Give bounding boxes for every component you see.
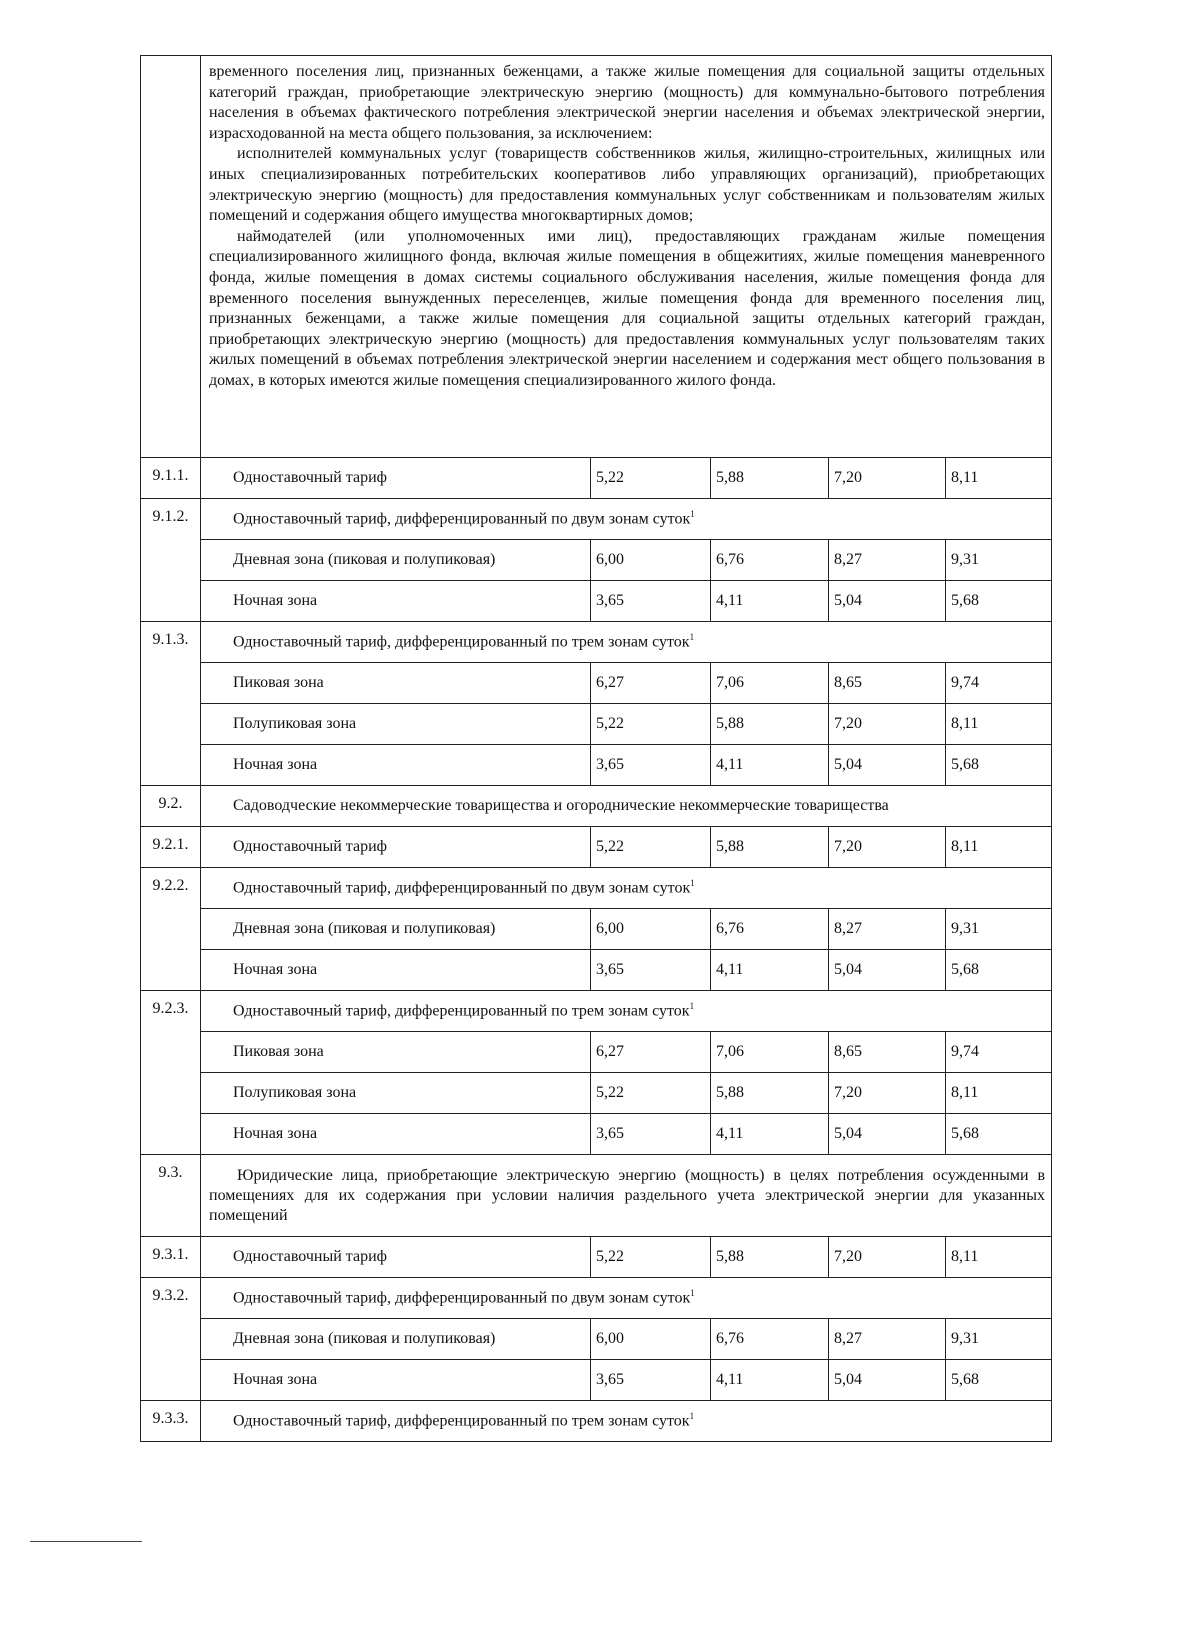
tariff-value: 4,11: [711, 1360, 829, 1401]
row-label: [201, 1319, 591, 1360]
footnote-marker: 1: [690, 509, 695, 520]
intro-row: [141, 56, 1052, 458]
tariff-value: 8,11: [946, 1237, 1052, 1278]
tariff-value: 5,68: [946, 1114, 1052, 1155]
row-label-text: Ночная зона: [233, 756, 318, 773]
tariff-value: 9,31: [946, 540, 1052, 581]
row-number: 9.2.2.: [141, 868, 201, 991]
table-row: [141, 458, 1052, 499]
row-number: 9.1.2.: [141, 499, 201, 622]
tariff-value: 5,88: [711, 704, 829, 745]
tariff-value: 9,74: [946, 1032, 1052, 1073]
row-label: [201, 1360, 591, 1401]
tariff-value: 5,04: [829, 1360, 946, 1401]
tariff-value: 6,76: [711, 1319, 829, 1360]
row-label-text: Одноставочный тариф: [233, 1248, 388, 1265]
row-label-text: Ночная зона: [233, 961, 318, 978]
row-label-text: Дневная зона (пиковая и полупиковая): [233, 920, 496, 937]
tariff-value: 5,68: [946, 581, 1052, 622]
footnote-marker: 1: [689, 1411, 695, 1422]
tariff-value: 5,88: [711, 1073, 829, 1114]
row-number: 9.2.1.: [141, 827, 201, 868]
row-label: [201, 1114, 591, 1155]
intro-number-cell: [141, 56, 201, 458]
tariff-value: 7,06: [711, 663, 829, 704]
row-label-text: Ночная зона: [233, 1371, 318, 1388]
tariff-value: 8,11: [946, 704, 1052, 745]
row-label-text: Одноставочный тариф, дифференцированный по трем зонам суток: [233, 1412, 690, 1430]
row-label-text: Одноставочный тариф, дифференцированный по трем зонам суток: [233, 1002, 690, 1020]
table-row: [141, 1237, 1052, 1278]
row-label-text: Ночная зона: [233, 1125, 318, 1142]
row-label: [201, 458, 591, 499]
row-label: [201, 827, 591, 868]
intro-text-cell: [201, 56, 1052, 458]
tariff-value: 5,68: [946, 1360, 1052, 1401]
row-label-text: Юридические лица, приобретающие электрическую энергию (мощность) в целях потребления осужденными в помещениях для их содержания при условии наличия раздельного учета электрической энергии для указанных помещений: [209, 1166, 1046, 1224]
row-number: 9.1.3.: [141, 622, 201, 786]
table-row: [141, 1401, 1052, 1442]
tariff-value: 7,20: [829, 1237, 946, 1278]
row-number: 9.3.2.: [141, 1278, 201, 1401]
footnote-marker: 1: [689, 1001, 695, 1012]
row-label: [201, 1032, 591, 1073]
tariff-value: 5,04: [829, 950, 946, 991]
tariff-value: 8,11: [946, 1073, 1052, 1114]
row-label-text: Одноставочный тариф: [233, 469, 388, 486]
table-row: [141, 622, 1052, 663]
tariff-value: 4,11: [711, 950, 829, 991]
row-label-text: Дневная зона (пиковая и полупиковая): [233, 551, 496, 568]
tariff-value: 5,88: [711, 827, 829, 868]
row-label: [201, 1278, 1052, 1319]
row-label: [201, 1073, 591, 1114]
tariff-value: 4,11: [711, 581, 829, 622]
row-label-text: Пиковая зона: [233, 674, 324, 691]
tariff-value: 9,31: [946, 1319, 1052, 1360]
tariff-value: 6,00: [591, 1319, 711, 1360]
table-row: [141, 704, 1052, 745]
intro-paragraph: исполнителей коммунальных услуг (товариществ собственников жилья, жилищно-строительных, жилищных или иных специализированных потребительских кооперативов либо управляющих организаций), приобретающих электрическую энергию (мощность) для предоставления коммунальных услуг собственникам и пользователям жилых помещений и содержания общего имущества многоквартирных домов;: [209, 145, 1046, 225]
row-label: [201, 745, 591, 786]
row-label: [201, 950, 591, 991]
tariff-value: 7,06: [711, 1032, 829, 1073]
tariff-value: 6,00: [591, 909, 711, 950]
tariff-value: 6,27: [591, 1032, 711, 1073]
table-row: [141, 1360, 1052, 1401]
table-row: [141, 581, 1052, 622]
footnote-separator: [30, 1541, 142, 1542]
row-label: [201, 991, 1052, 1032]
row-label: [201, 786, 1052, 827]
footnote-marker: 1: [689, 632, 695, 643]
tariff-value: 6,76: [711, 540, 829, 581]
tariff-value: 7,20: [829, 458, 946, 499]
tariff-value: 4,11: [711, 745, 829, 786]
tariff-value: 7,20: [829, 827, 946, 868]
tariff-value: 8,65: [829, 1032, 946, 1073]
row-number: 9.2.: [141, 786, 201, 827]
tariff-value: 6,76: [711, 909, 829, 950]
tariff-value: 6,27: [591, 663, 711, 704]
tariff-value: 4,11: [711, 1114, 829, 1155]
row-label-text: Одноставочный тариф, дифференцированный по трем зонам суток: [233, 633, 690, 651]
tariff-table: [140, 55, 1052, 1442]
row-label-text: Ночная зона: [233, 592, 318, 609]
tariff-value: 5,22: [591, 458, 711, 499]
tariff-value: 5,22: [591, 1073, 711, 1114]
row-label: [201, 581, 591, 622]
row-label-text: Одноставочный тариф, дифференцированный по двум зонам суток: [233, 879, 691, 897]
tariff-value: 3,65: [591, 1114, 711, 1155]
row-number: 9.3.1.: [141, 1237, 201, 1278]
tariff-value: 5,04: [829, 745, 946, 786]
tariff-value: 8,65: [829, 663, 946, 704]
row-number: 9.3.: [141, 1155, 201, 1237]
tariff-value: 6,00: [591, 540, 711, 581]
tariff-value: 7,20: [829, 1073, 946, 1114]
tariff-value: 8,11: [946, 827, 1052, 868]
table-row: [141, 1073, 1052, 1114]
table-row: [141, 745, 1052, 786]
table-row: [141, 950, 1052, 991]
row-label: [201, 499, 1052, 540]
table-row: [141, 540, 1052, 581]
footnote-marker: 1: [690, 878, 695, 889]
row-label-text: Полупиковая зона: [233, 715, 357, 732]
tariff-value: 5,68: [946, 950, 1052, 991]
table-row: [141, 827, 1052, 868]
intro-paragraph: наймодателей (или уполномоченных ими лиц), предоставляющих гражданам жилые помещения специализированного жилищного фонда, включая жилые помещения в общежитиях, жилые помещения маневренного фонда, жилые помещения в домах системы социального обслуживания населения, жилые помещения фонда для временного поселения вынужденных переселенцев, жилые помещения фонда для временного поселения лиц, признанных беженцами, а также жилые помещения для социальной защиты отдельных категорий граждан, приобретающих электрическую энергию (мощность) для предоставления коммунальных услуг пользователям таких жилых помещений в объемах потребления электрической энергии населением и содержания мест общего пользования в домах, в которых имеются жилые помещения специализированного жилого фонда.: [209, 227, 1046, 389]
footnote-marker: 1: [690, 1288, 695, 1299]
tariff-value: 8,27: [829, 540, 946, 581]
tariff-value: 5,04: [829, 581, 946, 622]
tariff-value: 5,22: [591, 704, 711, 745]
row-label: [201, 909, 591, 950]
row-label: [201, 868, 1052, 909]
table-row: [141, 991, 1052, 1032]
row-number: 9.2.3.: [141, 991, 201, 1155]
row-label: [201, 1237, 591, 1278]
row-label: [201, 540, 591, 581]
tariff-value: 3,65: [591, 950, 711, 991]
table-row: [141, 1032, 1052, 1073]
table-row: [141, 1319, 1052, 1360]
tariff-value: 9,74: [946, 663, 1052, 704]
row-label-text: Одноставочный тариф, дифференцированный по двум зонам суток: [233, 510, 691, 528]
tariff-value: 3,65: [591, 745, 711, 786]
tariff-value: 5,88: [711, 1237, 829, 1278]
intro-paragraph: временного поселения лиц, признанных беженцами, а также жилые помещения для социальной защиты отдельных категорий граждан, приобретающие электрическую энергию (мощность) для коммунально-бытового потребления населения в объемах фактического потребления электрической энергии населения и объемах электрической энергии, израсходованной на места общего пользования, за исключением:: [209, 63, 1046, 142]
row-label: [201, 704, 591, 745]
tariff-value: 7,20: [829, 704, 946, 745]
tariff-value: 8,11: [946, 458, 1052, 499]
tariff-value: 5,88: [711, 458, 829, 499]
tariff-value: 9,31: [946, 909, 1052, 950]
tariff-value: 3,65: [591, 1360, 711, 1401]
table-row: [141, 499, 1052, 540]
row-label-text: Одноставочный тариф, дифференцированный по двум зонам суток: [233, 1289, 691, 1307]
row-label: [201, 1155, 1052, 1237]
table-row: [141, 868, 1052, 909]
table-row: [141, 1278, 1052, 1319]
row-label-text: Пиковая зона: [233, 1043, 324, 1060]
tariff-value: 5,68: [946, 745, 1052, 786]
table-row: [141, 786, 1052, 827]
row-label: [201, 663, 591, 704]
row-number: 9.3.3.: [141, 1401, 201, 1442]
row-label-text: Садоводческие некоммерческие товарищества и огороднические некоммерческие товарищества: [233, 797, 889, 814]
tariff-value: 5,22: [591, 1237, 711, 1278]
row-label: [201, 622, 1052, 663]
row-label-text: Полупиковая зона: [233, 1084, 357, 1101]
table-row: [141, 909, 1052, 950]
row-number: 9.1.1.: [141, 458, 201, 499]
table-row: [141, 1155, 1052, 1237]
tariff-value: 5,22: [591, 827, 711, 868]
row-label-text: Одноставочный тариф: [233, 838, 388, 855]
tariff-value: 8,27: [829, 909, 946, 950]
tariff-value: 3,65: [591, 581, 711, 622]
table-row: [141, 1114, 1052, 1155]
tariff-value: 8,27: [829, 1319, 946, 1360]
row-label-text: Дневная зона (пиковая и полупиковая): [233, 1330, 496, 1347]
tariff-value: 5,04: [829, 1114, 946, 1155]
row-label: [201, 1401, 1052, 1442]
table-row: [141, 663, 1052, 704]
